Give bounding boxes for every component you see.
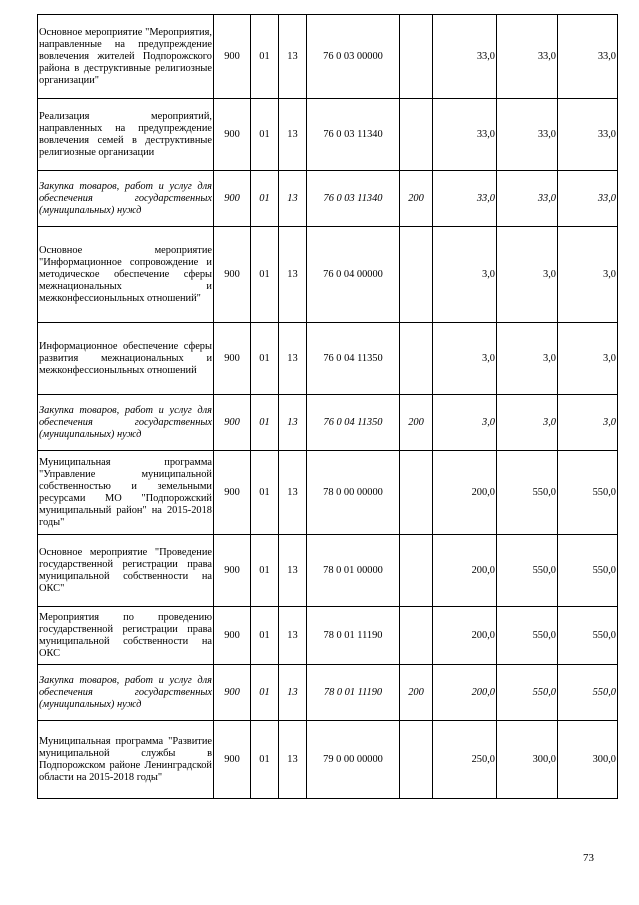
table-row xyxy=(38,15,618,99)
amount-year3-cell: 3,0 xyxy=(558,227,618,323)
row-name-cell: Информационное обеспечение сферы развития межнациональных и межконфессионыльных отношений xyxy=(38,323,214,395)
ved-cell: 900 xyxy=(214,171,251,227)
target-article-cell: 76 0 03 11340 xyxy=(307,171,400,227)
target-article-cell: 78 0 01 11190 xyxy=(307,607,400,665)
amount-year3-cell: 550,0 xyxy=(558,665,618,721)
section-cell: 01 xyxy=(251,99,279,171)
table-row xyxy=(38,535,618,607)
row-name-cell: Мероприятия по проведению государственной регистрации права муниципальной собственности на ОКС xyxy=(38,607,214,665)
row-name-cell: Закупка товаров, работ и услуг для обеспечения государственных (муниципальных) нужд xyxy=(38,395,214,451)
ved-cell: 900 xyxy=(214,451,251,535)
amount-year1-cell: 33,0 xyxy=(433,99,497,171)
amount-year2-cell: 550,0 xyxy=(497,665,558,721)
row-name-cell: Основное мероприятие "Мероприятия, направленные на предупреждение вовлечения жителей Подпорожского района в деструктивные религиозные организации" xyxy=(38,15,214,99)
table-row xyxy=(38,171,618,227)
amount-year3-cell: 3,0 xyxy=(558,323,618,395)
section-cell: 01 xyxy=(251,665,279,721)
row-name-cell: Основное мероприятие "Информационное сопровождение и методическое обеспечение сферы межнациональных и межконфессионыльных отношений" xyxy=(38,227,214,323)
expense-type-cell xyxy=(400,323,433,395)
amount-year2-cell: 33,0 xyxy=(497,99,558,171)
ved-cell: 900 xyxy=(214,607,251,665)
table-row xyxy=(38,721,618,799)
table-row xyxy=(38,227,618,323)
budget-table xyxy=(37,14,618,799)
amount-year2-cell: 550,0 xyxy=(497,451,558,535)
row-name-cell: Закупка товаров, работ и услуг для обеспечения государственных (муниципальных) нужд xyxy=(38,171,214,227)
amount-year3-cell: 33,0 xyxy=(558,171,618,227)
ved-cell: 900 xyxy=(214,227,251,323)
amount-year2-cell: 550,0 xyxy=(497,535,558,607)
row-name-cell: Основное мероприятие "Проведение государственной регистрации права муниципальной собственности на ОКС" xyxy=(38,535,214,607)
ved-cell: 900 xyxy=(214,535,251,607)
target-article-cell: 78 0 01 00000 xyxy=(307,535,400,607)
subsection-cell: 13 xyxy=(279,15,307,99)
target-article-cell: 76 0 04 00000 xyxy=(307,227,400,323)
amount-year3-cell: 3,0 xyxy=(558,395,618,451)
expense-type-cell xyxy=(400,15,433,99)
section-cell: 01 xyxy=(251,171,279,227)
amount-year3-cell: 550,0 xyxy=(558,607,618,665)
section-cell: 01 xyxy=(251,535,279,607)
target-article-cell: 76 0 04 11350 xyxy=(307,395,400,451)
subsection-cell: 13 xyxy=(279,451,307,535)
table-row xyxy=(38,665,618,721)
amount-year1-cell: 200,0 xyxy=(433,451,497,535)
table-row xyxy=(38,607,618,665)
amount-year2-cell: 3,0 xyxy=(497,323,558,395)
target-article-cell: 76 0 03 00000 xyxy=(307,15,400,99)
ved-cell: 900 xyxy=(214,665,251,721)
amount-year2-cell: 3,0 xyxy=(497,227,558,323)
ved-cell: 900 xyxy=(214,15,251,99)
row-name-cell: Муниципальная программа "Управление муниципальной собственностью и земельными ресурсами МО "Подпорожский муниципальный район" на 2015-2018 годы" xyxy=(38,451,214,535)
subsection-cell: 13 xyxy=(279,171,307,227)
amount-year2-cell: 3,0 xyxy=(497,395,558,451)
budget-table-body xyxy=(38,15,618,799)
ved-cell: 900 xyxy=(214,323,251,395)
expense-type-cell xyxy=(400,721,433,799)
amount-year3-cell: 550,0 xyxy=(558,451,618,535)
table-row xyxy=(38,323,618,395)
amount-year1-cell: 3,0 xyxy=(433,395,497,451)
amount-year1-cell: 33,0 xyxy=(433,15,497,99)
amount-year2-cell: 300,0 xyxy=(497,721,558,799)
ved-cell: 900 xyxy=(214,721,251,799)
expense-type-cell xyxy=(400,535,433,607)
subsection-cell: 13 xyxy=(279,535,307,607)
amount-year2-cell: 33,0 xyxy=(497,171,558,227)
section-cell: 01 xyxy=(251,451,279,535)
section-cell: 01 xyxy=(251,395,279,451)
ved-cell: 900 xyxy=(214,99,251,171)
row-name-cell: Муниципальная программа "Развитие муниципальной службы в Подпорожском районе Ленинградской области на 2015-2018 годы" xyxy=(38,721,214,799)
expense-type-cell xyxy=(400,607,433,665)
target-article-cell: 76 0 03 11340 xyxy=(307,99,400,171)
amount-year3-cell: 300,0 xyxy=(558,721,618,799)
page-number: 73 xyxy=(583,852,594,864)
expense-type-cell xyxy=(400,227,433,323)
amount-year3-cell: 33,0 xyxy=(558,99,618,171)
target-article-cell: 79 0 00 00000 xyxy=(307,721,400,799)
subsection-cell: 13 xyxy=(279,395,307,451)
target-article-cell: 78 0 00 00000 xyxy=(307,451,400,535)
expense-type-cell: 200 xyxy=(400,665,433,721)
expense-type-cell xyxy=(400,451,433,535)
amount-year3-cell: 550,0 xyxy=(558,535,618,607)
target-article-cell: 78 0 01 11190 xyxy=(307,665,400,721)
amount-year1-cell: 3,0 xyxy=(433,227,497,323)
amount-year1-cell: 200,0 xyxy=(433,607,497,665)
expense-type-cell: 200 xyxy=(400,395,433,451)
amount-year1-cell: 33,0 xyxy=(433,171,497,227)
section-cell: 01 xyxy=(251,607,279,665)
target-article-cell: 76 0 04 11350 xyxy=(307,323,400,395)
section-cell: 01 xyxy=(251,227,279,323)
table-row xyxy=(38,395,618,451)
amount-year1-cell: 250,0 xyxy=(433,721,497,799)
subsection-cell: 13 xyxy=(279,227,307,323)
subsection-cell: 13 xyxy=(279,99,307,171)
table-row xyxy=(38,99,618,171)
subsection-cell: 13 xyxy=(279,607,307,665)
row-name-cell: Закупка товаров, работ и услуг для обеспечения государственных (муниципальных) нужд xyxy=(38,665,214,721)
section-cell: 01 xyxy=(251,15,279,99)
amount-year1-cell: 3,0 xyxy=(433,323,497,395)
subsection-cell: 13 xyxy=(279,721,307,799)
amount-year1-cell: 200,0 xyxy=(433,535,497,607)
section-cell: 01 xyxy=(251,721,279,799)
subsection-cell: 13 xyxy=(279,665,307,721)
expense-type-cell: 200 xyxy=(400,171,433,227)
amount-year3-cell: 33,0 xyxy=(558,15,618,99)
table-row xyxy=(38,451,618,535)
ved-cell: 900 xyxy=(214,395,251,451)
amount-year2-cell: 550,0 xyxy=(497,607,558,665)
subsection-cell: 13 xyxy=(279,323,307,395)
section-cell: 01 xyxy=(251,323,279,395)
amount-year1-cell: 200,0 xyxy=(433,665,497,721)
expense-type-cell xyxy=(400,99,433,171)
row-name-cell: Реализация мероприятий, направленных на предупреждение вовлечения семей в деструктивные религиозные организации xyxy=(38,99,214,171)
amount-year2-cell: 33,0 xyxy=(497,15,558,99)
